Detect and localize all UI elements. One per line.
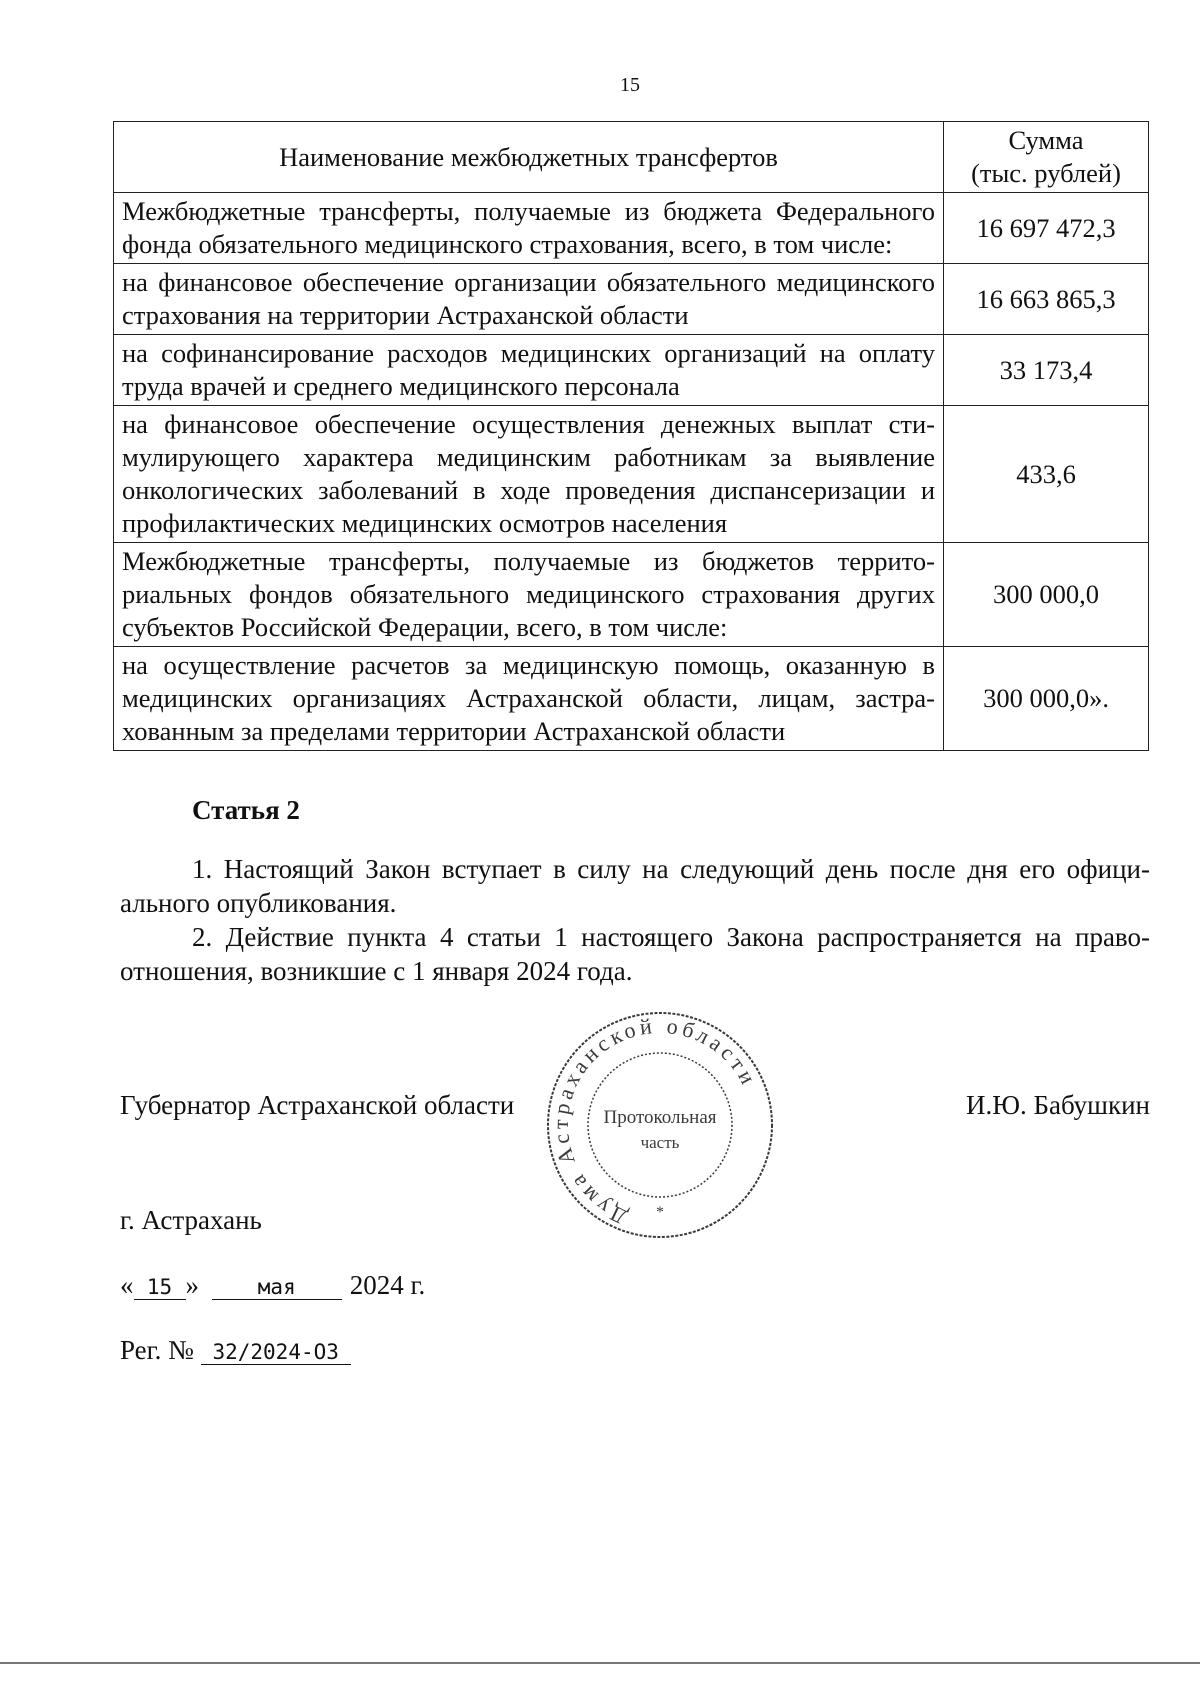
header-name: Наименование межбюджетных трансфертов: [114, 122, 944, 193]
header-sum: [944, 122, 1149, 193]
bottom-rule: [0, 1662, 1200, 1664]
date-day: 15: [134, 1275, 186, 1300]
row-name: на финансовое обеспечение осуществления денежных выплат стимулирующего характера медицинским работникам за выявление онкологических заболеваний в ходе проведения диспансеризации и профилактических медицинских осмотров населения: [114, 406, 944, 543]
date-open-quote: «: [120, 1270, 134, 1300]
registration-line: [120, 1335, 351, 1366]
row-sum: 300 000,0».: [944, 647, 1149, 751]
row-sum: 16 663 865,3: [944, 264, 1149, 335]
row-sum: 16 697 472,3: [944, 193, 1149, 264]
paragraph-1-text: 1. Настоящий Закон вступает в силу на следующий день после дня его официального опубликования.: [120, 854, 1150, 918]
page-number: 15: [620, 74, 640, 96]
row-name: Межбюджетные трансферты, получаемые из бюджетов территориальных фондов обязательного медицинского страхования других субъектов Российской Федерации, всего, в том числе:: [114, 543, 944, 647]
table-row: [114, 406, 1149, 543]
table-row: [114, 543, 1149, 647]
article-paragraph-1: [120, 852, 1150, 920]
table-row: [114, 335, 1149, 406]
transfers-table: [113, 121, 1149, 751]
registration-number: 32/2024-ОЗ: [201, 1340, 351, 1365]
row-sum: 33 173,4: [944, 335, 1149, 406]
row-name: на софинансирование расходов медицинских организаций на оплату труда врачей и среднего медицинского персонала: [114, 335, 944, 406]
article-title: Статья 2: [192, 795, 300, 825]
date-year: 2024 г.: [349, 1270, 426, 1300]
table-header-row: [114, 122, 1149, 193]
row-sum: 300 000,0: [944, 543, 1149, 647]
row-name: на финансовое обеспечение организации обязательного медицинского страхования на территории Астраханской области: [114, 264, 944, 335]
place-of-signing: г. Астрахань: [120, 1205, 262, 1235]
article-paragraph-2: [120, 920, 1150, 988]
row-sum: 433,6: [944, 406, 1149, 543]
stamp-center-line1: Протокольная: [603, 1107, 717, 1128]
table-row: [114, 193, 1149, 264]
signing-date: [120, 1270, 425, 1301]
stamp-star: *: [656, 1204, 664, 1221]
table-row: [114, 264, 1149, 335]
header-sum-line2: (тыс. рублей): [971, 158, 1121, 188]
row-name: на осуществление расчетов за медицинскую помощь, оказанную в медицинских организациях Астраханской области, лицам, застрахованным за пределами территории Астраханской области: [114, 647, 944, 751]
official-stamp: [540, 1005, 780, 1245]
header-sum-line1: Сумма: [1008, 125, 1084, 155]
row-name: Межбюджетные трансферты, получаемые из бюджета Федерального фонда обязательного медицинского страхования, всего, в том числе:: [114, 193, 944, 264]
governor-name: И.Ю. Бабушкин: [965, 1090, 1150, 1120]
date-month: мая: [212, 1275, 342, 1300]
registration-prefix: Рег. №: [120, 1335, 194, 1365]
stamp-ring-textpath: Дума Астраханской области: [547, 1012, 763, 1230]
paragraph-2-text: 2. Действие пункта 4 статьи 1 настоящего Закона распространяется на правоотношения, возникшие с 1 января 2024 года.: [120, 922, 1150, 986]
stamp-center-line2: часть: [640, 1133, 680, 1152]
governor-title: Губернатор Астраханской области: [120, 1090, 515, 1120]
date-close-quote: »: [185, 1270, 199, 1300]
table-row: [114, 647, 1149, 751]
